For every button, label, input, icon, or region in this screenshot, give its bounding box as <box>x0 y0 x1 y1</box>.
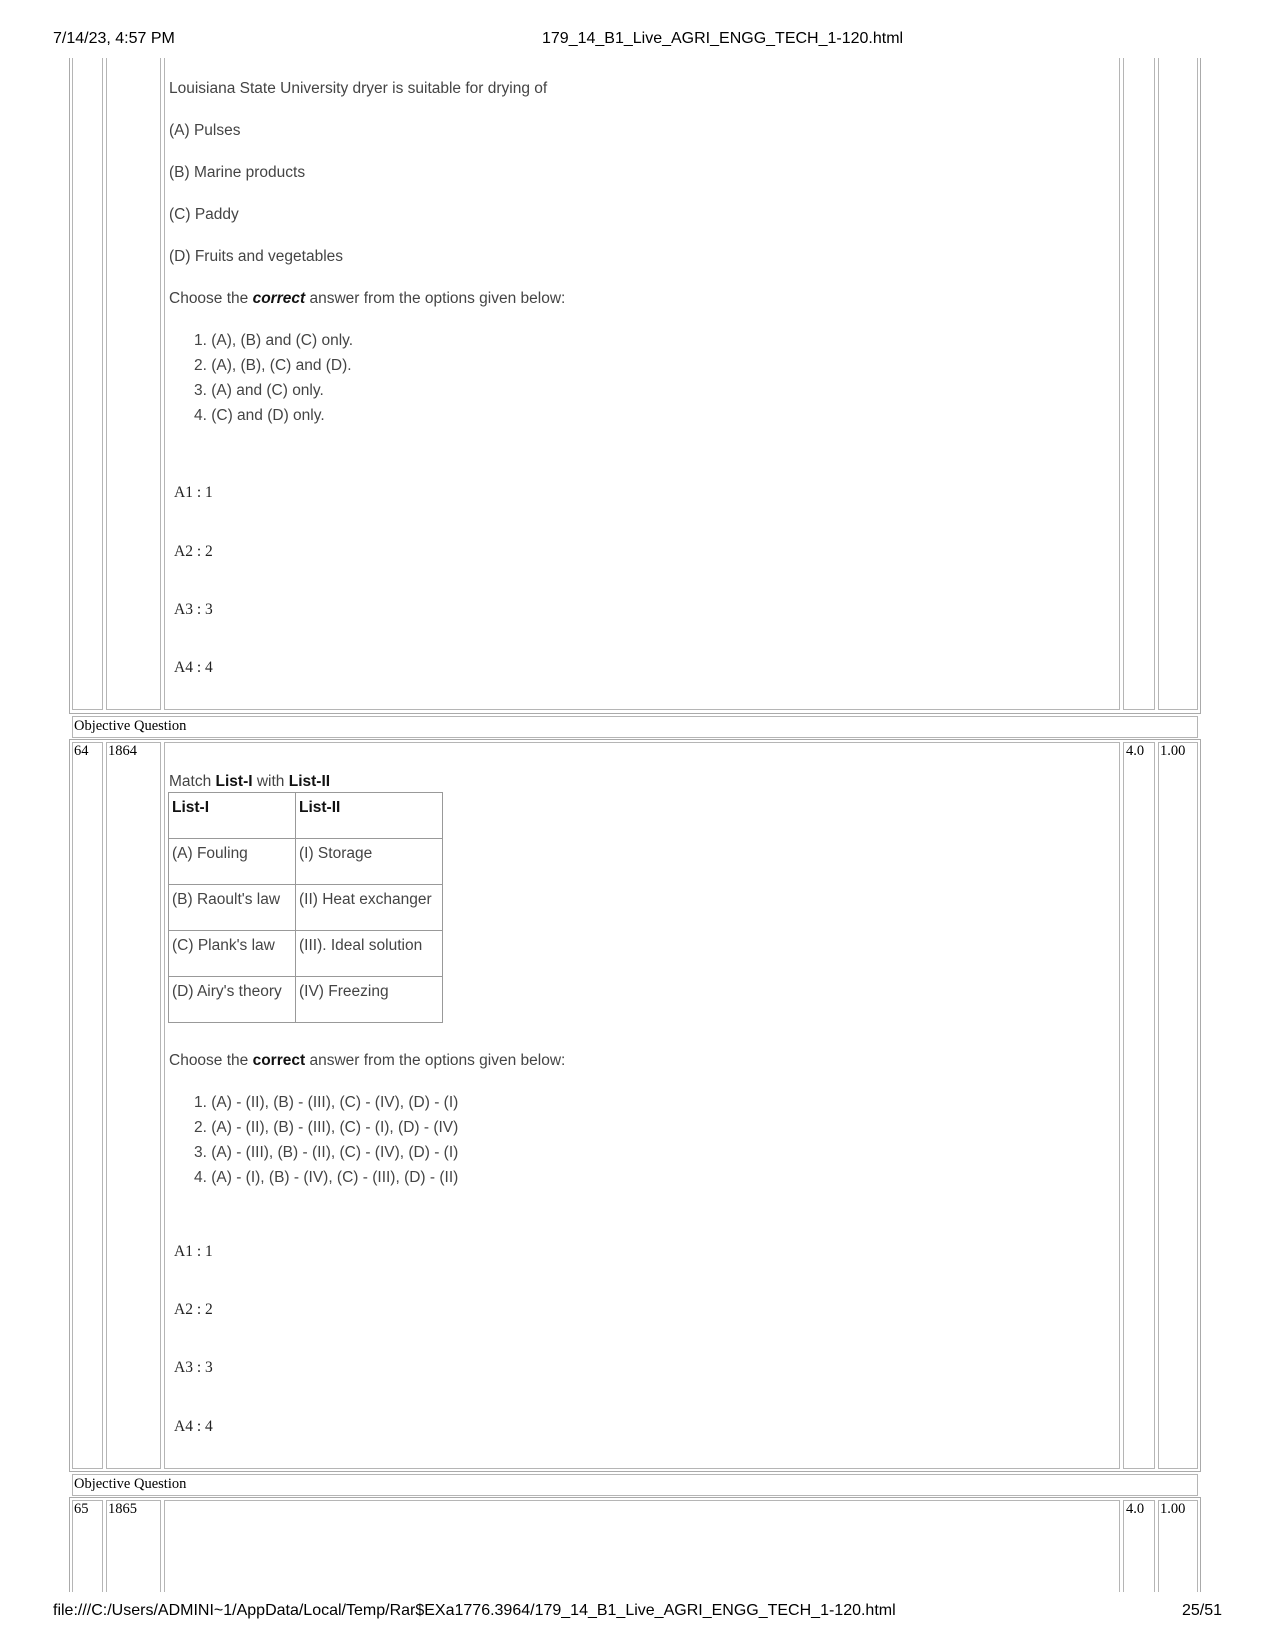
answer-option: 4. (C) and (D) only. <box>194 407 325 424</box>
statement-item: (B) Marine products <box>169 164 306 181</box>
answer-key: A3 : 3 <box>174 601 213 618</box>
table-row: (C) Plank's law (III). Ideal solution <box>169 931 443 977</box>
answer-key: A2 : 2 <box>174 1301 213 1318</box>
match-table-header: List-I List-II <box>169 793 443 839</box>
marks-cell <box>1123 58 1155 710</box>
section-label: Objective Question <box>74 718 187 734</box>
instruction-text: Choose the correct answer from the options given below: <box>169 1052 566 1069</box>
marks-cell <box>1123 742 1155 1469</box>
question-id: 1864 <box>108 743 137 759</box>
print-page-number: 25/51 <box>1182 1602 1223 1619</box>
question-cell <box>164 1500 1120 1592</box>
answer-key: A3 : 3 <box>174 1359 213 1376</box>
answer-option: 1. (A) - (II), (B) - (III), (C) - (IV), (D) - (I) <box>194 1094 459 1111</box>
qid-cell <box>106 742 161 1469</box>
print-file-path: file:///C:/Users/ADMINI~1/AppData/Local/Temp/Rar$EXa1776.3964/179_14_B1_Live_AGRI_ENGG_TECH_1-120.html <box>53 1602 896 1619</box>
statement-item: (C) Paddy <box>169 206 239 223</box>
answer-option: 1. (A), (B) and (C) only. <box>194 332 354 349</box>
answer-option: 4. (A) - (I), (B) - (IV), (C) - (III), (D) - (II) <box>194 1169 459 1186</box>
negative-marks: 1.00 <box>1160 1501 1186 1517</box>
answer-option: 3. (A) and (C) only. <box>194 382 324 399</box>
answer-option: 2. (A), (B), (C) and (D). <box>194 357 352 374</box>
print-datetime: 7/14/23, 4:57 PM <box>53 30 175 47</box>
section-label-row <box>72 1474 1198 1496</box>
answer-option: 2. (A) - (II), (B) - (III), (C) - (I), (D) - (IV) <box>194 1119 459 1136</box>
qid-cell <box>106 58 161 710</box>
negative-marks-cell <box>1158 742 1198 1469</box>
table-row: (D) Airy's theory (IV) Freezing <box>169 977 443 1023</box>
negative-marks-cell <box>1158 58 1198 710</box>
instruction-emphasis: correct <box>252 290 306 307</box>
section-label: Objective Question <box>74 1476 187 1492</box>
instruction-emphasis: correct <box>252 1052 306 1069</box>
statement-item: (A) Pulses <box>169 122 241 139</box>
question-id: 1865 <box>108 1501 137 1517</box>
statement-item: (D) Fruits and vegetables <box>169 248 344 265</box>
instruction-text: Choose the correct answer from the options given below: <box>169 290 566 307</box>
sno-cell <box>72 742 103 1469</box>
sno-cell <box>72 58 103 710</box>
table-row: (B) Raoult's law (II) Heat exchanger <box>169 885 443 931</box>
answer-option: 3. (A) - (III), (B) - (II), (C) - (IV), (D) - (I) <box>194 1144 459 1161</box>
print-title: 179_14_B1_Live_AGRI_ENGG_TECH_1-120.html <box>542 30 904 47</box>
answer-key: A1 : 1 <box>174 1243 213 1260</box>
question-text: Match List-I with List-II <box>169 773 331 790</box>
marks: 4.0 <box>1126 743 1145 759</box>
section-label-row <box>72 716 1198 738</box>
table-row: (A) Fouling (I) Storage <box>169 839 443 885</box>
match-table <box>168 792 443 1023</box>
serial-number: 64 <box>74 743 89 759</box>
answer-key: A1 : 1 <box>174 484 213 501</box>
question-text: Louisiana State University dryer is suitable for drying of <box>169 80 548 97</box>
marks: 4.0 <box>1126 1501 1145 1517</box>
answer-key: A4 : 4 <box>174 659 213 676</box>
serial-number: 65 <box>74 1501 89 1517</box>
negative-marks: 1.00 <box>1160 743 1186 759</box>
answer-key: A2 : 2 <box>174 543 213 560</box>
answer-key: A4 : 4 <box>174 1418 213 1435</box>
